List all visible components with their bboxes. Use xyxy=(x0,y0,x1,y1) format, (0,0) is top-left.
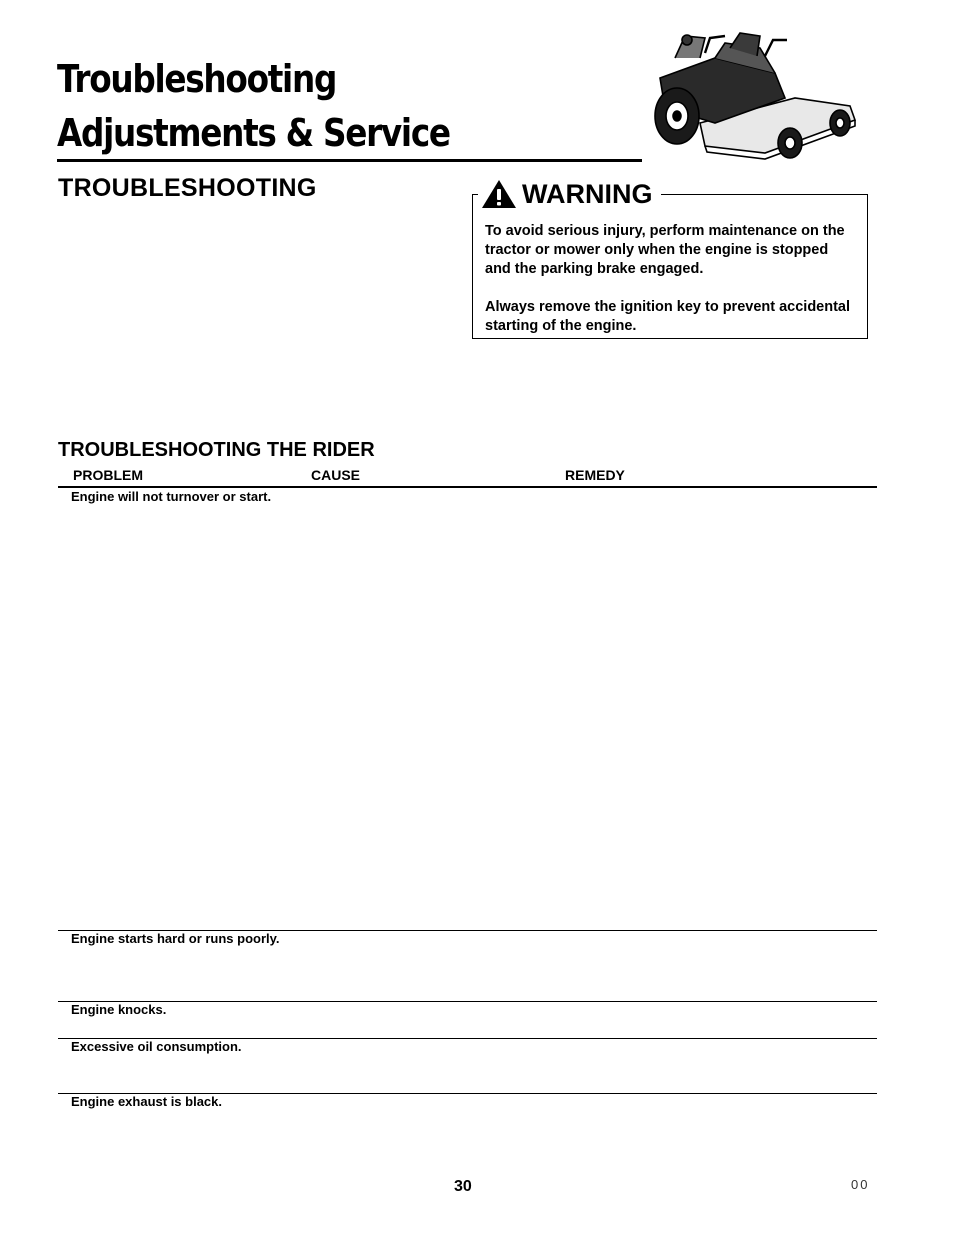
column-header-problem: PROBLEM xyxy=(73,467,143,483)
column-header-cause: CAUSE xyxy=(311,467,361,483)
warning-header xyxy=(478,178,661,210)
warning-triangle-icon xyxy=(480,178,518,210)
warning-paragraph-1: To avoid serious injury, perform maintenance on the tractor or mower only when the engine is stopped and the parking brake engaged. xyxy=(485,223,845,277)
title-rule xyxy=(57,159,642,162)
table-row-problem: Engine starts hard or runs poorly. xyxy=(71,931,280,946)
table-row-problem: Engine knocks. xyxy=(71,1002,167,1017)
section-heading-troubleshooting: TROUBLESHOOTING xyxy=(58,174,317,202)
zero-turn-mower-illustration xyxy=(645,28,860,168)
table-row-problem: Engine will not turnover or start. xyxy=(71,489,272,504)
page-title-line-2: Adjustments & Service xyxy=(57,111,450,155)
table-row-divider xyxy=(58,1001,877,1002)
warning-paragraph-2: Always remove the ignition key to prevent accidental starting of the engine. xyxy=(485,299,851,334)
page-title-line-1: Troubleshooting xyxy=(57,57,337,101)
warning-label: WARNING xyxy=(522,178,653,209)
table-row-problem: Excessive oil consumption. xyxy=(71,1039,242,1054)
page-number: 30 xyxy=(454,1178,472,1195)
warning-text xyxy=(485,222,855,355)
table-header-rule xyxy=(58,486,877,488)
table-heading: TROUBLESHOOTING THE RIDER xyxy=(58,439,375,461)
column-header-remedy: REMEDY xyxy=(565,467,625,483)
document-code: 00 xyxy=(851,1177,870,1192)
page-title xyxy=(57,52,657,160)
table-row-problem: Engine exhaust is black. xyxy=(71,1094,222,1109)
